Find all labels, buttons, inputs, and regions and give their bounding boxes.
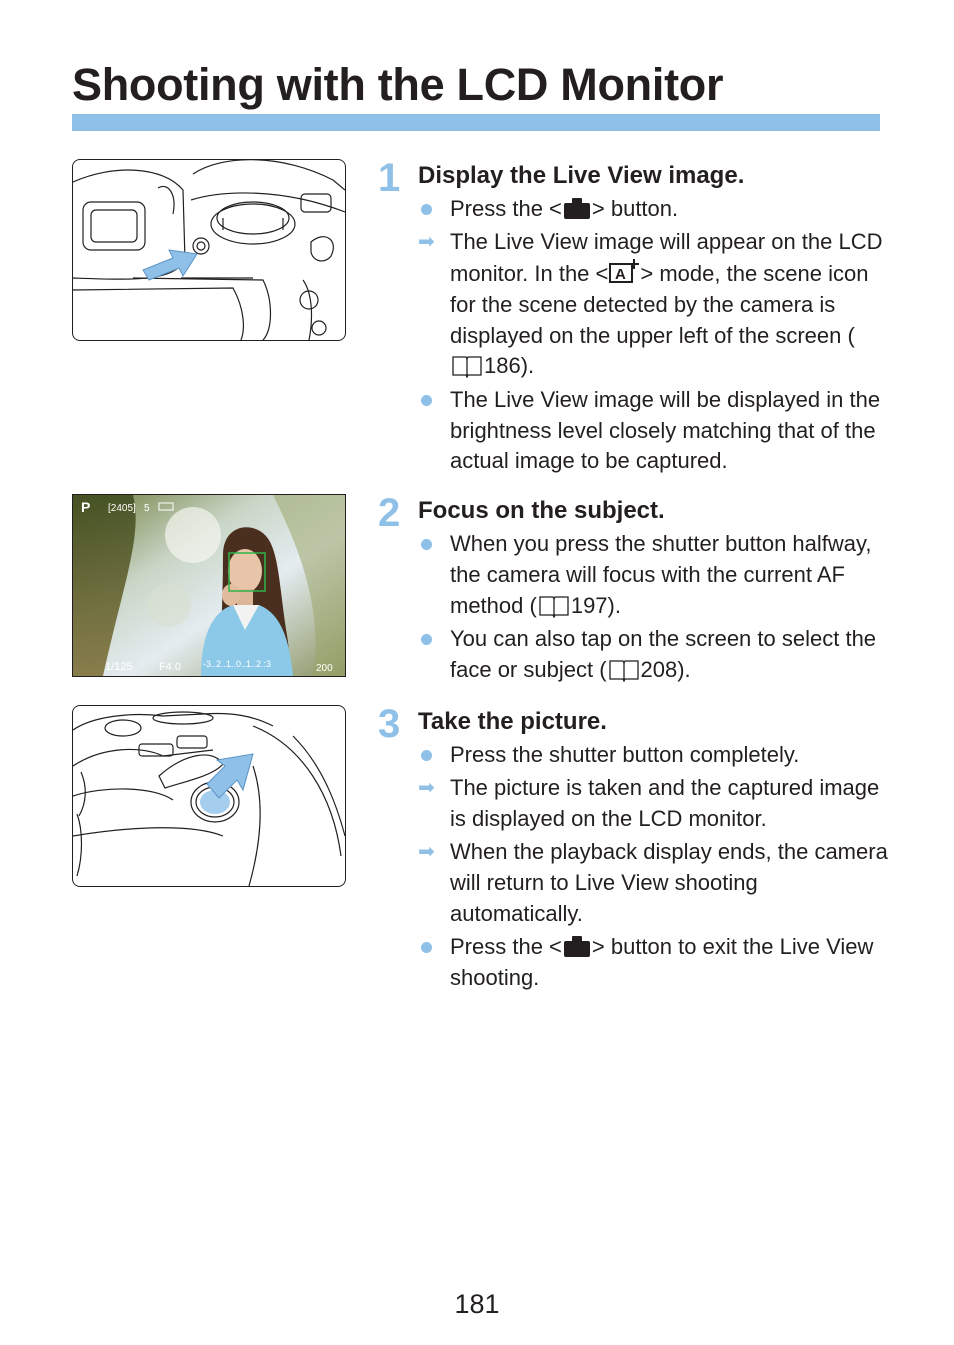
step-items <box>418 194 888 480</box>
camera-back-illustration <box>72 159 346 341</box>
item-text: > button to exit the Live View shooting. <box>450 934 874 991</box>
list-item <box>418 624 888 686</box>
list-item <box>418 194 888 225</box>
item-text: ). <box>677 656 691 682</box>
list-item <box>418 385 888 477</box>
list-item <box>418 227 888 382</box>
result-arrow-icon: ➡ <box>418 231 435 254</box>
result-arrow-icon: ➡ <box>418 777 435 800</box>
scene-intelligent-auto-icon <box>608 258 640 284</box>
live-view-camera-icon <box>562 935 592 957</box>
item-text: ). <box>607 592 621 618</box>
camera-top-illustration <box>72 705 346 887</box>
step-number: 3 <box>378 702 401 746</box>
result-arrow-icon: ➡ <box>418 841 435 864</box>
list-item <box>418 773 888 835</box>
shooting-mode-text: P <box>81 499 91 515</box>
step-items <box>418 529 888 688</box>
step-items <box>418 740 888 996</box>
bullet-icon <box>421 750 432 761</box>
bullet-icon <box>421 395 432 406</box>
item-text: When you press the shutter button halfway, the camera will focus with the current AF method ( <box>450 531 872 618</box>
camera-back-drawing <box>73 160 345 340</box>
step-title: Display the Live View image. <box>418 162 745 189</box>
live-view-photo <box>73 495 345 676</box>
live-view-screen-image <box>72 494 346 677</box>
step-title: Take the picture. <box>418 708 607 735</box>
list-item <box>418 740 888 771</box>
item-text: Press the < <box>450 934 562 960</box>
item-text: The Live View image will appear on the LCD monitor. In the < <box>450 229 883 287</box>
shutter-speed-text: 1/125 <box>105 661 133 673</box>
item-text: Press the shutter button completely. <box>450 742 800 767</box>
shots-remaining-text: [2405] <box>108 503 136 514</box>
list-item <box>418 932 888 994</box>
book-reference-icon <box>451 354 483 378</box>
aperture-text: F4.0 <box>159 661 182 673</box>
item-text: ). <box>520 353 535 379</box>
list-item <box>418 529 888 621</box>
svg-text:A: A <box>615 266 627 284</box>
item-text: The Live View image will be displayed in the brightness level closely matching that of the actual image to be captured. <box>450 386 881 474</box>
exposure-scale-text: -3..2..1..0..1..2.:3 <box>203 659 272 669</box>
scene-value-text: 5 <box>144 503 150 514</box>
page-number: 181 <box>454 1289 500 1319</box>
bullet-icon <box>421 539 432 550</box>
step-title: Focus on the subject. <box>418 497 665 524</box>
page-title: Shooting with the LCD Monitor <box>72 59 724 110</box>
page-ref[interactable]: 208 <box>640 656 678 682</box>
list-item <box>418 837 888 929</box>
live-view-camera-icon <box>562 197 592 219</box>
item-text: The picture is taken and the captured image is displayed on the LCD monitor. <box>450 775 880 832</box>
item-text: Press the < <box>450 196 562 221</box>
book-reference-icon <box>538 594 570 618</box>
page-ref[interactable]: 197 <box>570 592 608 618</box>
bullet-icon <box>421 204 432 215</box>
camera-top-drawing <box>73 706 345 886</box>
item-text: > button. <box>591 196 679 221</box>
title-underline-bar <box>72 114 880 131</box>
item-text: When the playback display ends, the camera will return to Live View shooting automatically. <box>450 839 888 926</box>
iso-text: 200 <box>316 663 333 674</box>
book-reference-icon <box>608 658 640 682</box>
bullet-icon <box>421 634 432 645</box>
step-number: 1 <box>378 156 401 200</box>
bullet-icon <box>421 942 432 953</box>
item-text: You can also tap on the screen to select the face or subject ( <box>450 625 877 682</box>
page-ref[interactable]: 186 <box>484 353 521 379</box>
step-number: 2 <box>378 491 401 535</box>
item-text: > mode, the scene icon for the scene detected by the camera is displayed on the upper left of the screen ( <box>450 261 869 348</box>
